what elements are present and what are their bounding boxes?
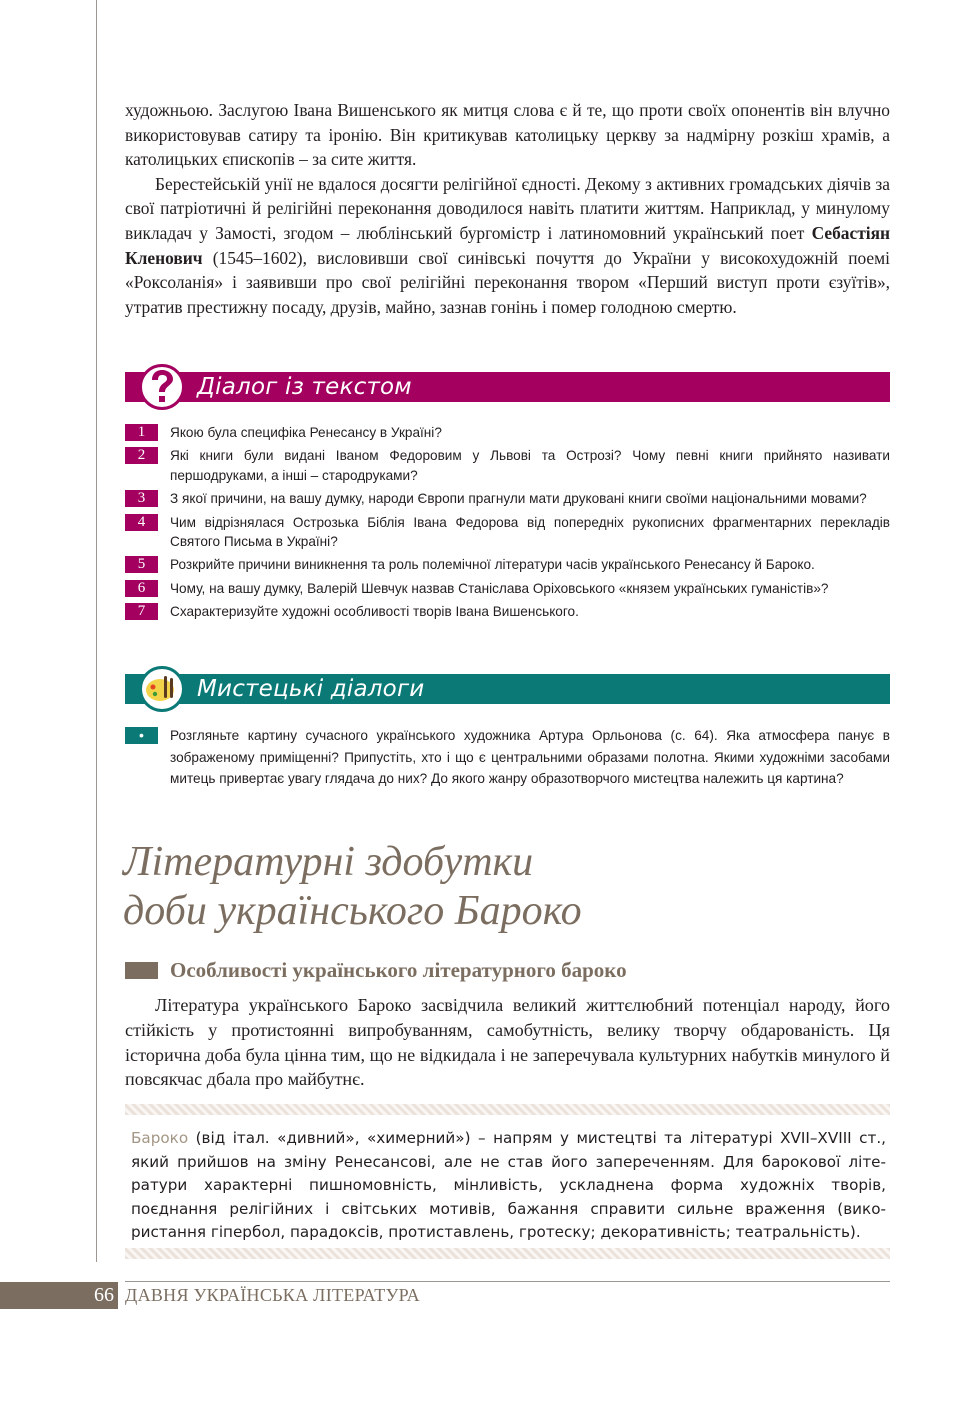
art-header: [125, 674, 890, 704]
question-item: [125, 602, 890, 621]
definition-top-border: [125, 1104, 890, 1115]
chapter-title-line-2: доби українського Бароко: [123, 888, 582, 934]
subheading-marker: [125, 962, 158, 979]
art-title: Мистецькі діалоги: [197, 676, 425, 702]
question-number: 1: [125, 424, 158, 441]
intro-paragraph-2-end: (1545–1602), висловивши свої синівські почуття до України у високохудожній поемі «Роксоланія» і заявивши про свої релігійні переконання твором «Перший виступ проти єзуїтів», утратив престижну посаду, друзів, майно, зазнав гонінь і помер голодною смертю.: [125, 247, 890, 317]
art-task-text: Розгляньте картину сучасного українського художника Артура Орльонова (с. 64). Яка атмосфера панує в зображеному приміщенні? Припустіть, хто і що є центральними образами полотна. Якими художніми засобами митець привертає увагу глядача до них? До якого жанру образотворчого мистецтва належить ця картина?: [170, 728, 890, 786]
question-number: 2: [125, 447, 158, 464]
palette-brushes-icon: [139, 666, 185, 712]
page-number: 66: [0, 1282, 118, 1309]
intro-text: [125, 98, 890, 319]
question-text: Схарактеризуйте художні особливості творів Івана Вишенського.: [170, 604, 579, 620]
chapter-text: [125, 993, 890, 1092]
question-item: [125, 446, 890, 485]
dialog-questions: [125, 423, 890, 626]
definition-text: (від італ. «дивний», «химерний») – напрям у мистецтві та літературі XVII–XVIII ст., який прийшов на зміну Ренесансові, але не став його запереченням. Для барокової літератури характерні пишномовність, мінливість, ускладнена форма художніх творів, поєднання релігійних і світських мотивів, бажання справити сильне враження (використання гіпербол, парадоксів, протиставлень, гротеску; декоративність; театральність).: [131, 1129, 886, 1241]
definition-box: [131, 1127, 886, 1245]
intro-paragraph-2: [125, 172, 890, 320]
definition-bottom-border: [125, 1248, 890, 1259]
question-text: З якої причини, на вашу думку, народи Європи прагнули мати друковані книги своїми національними мовами?: [170, 491, 867, 507]
question-item: [125, 423, 890, 442]
question-number: 5: [125, 556, 158, 573]
poet-name: Себастіян Кленович: [125, 222, 890, 268]
question-number: 4: [125, 514, 158, 531]
question-item: [125, 489, 890, 508]
art-bullet: •: [125, 727, 158, 744]
question-text: Чому, на вашу думку, Валерій Шевчук назвав Станіслава Оріховського «князем українських гуманістів»?: [170, 580, 829, 596]
question-number: 6: [125, 580, 158, 597]
question-item: [125, 579, 890, 598]
question-number: 3: [125, 490, 158, 507]
intro-paragraph-1: художньою. Заслугою Івана Вишенського як митця слова є й те, що проти своїх опонентів він влучно використовував сатиру та іронію. Він критикував католицьку церкву за надмірну розкіш храмів, а католицьких єпископів – за сите життя.: [125, 100, 890, 170]
definition-term: Бароко: [131, 1129, 189, 1147]
question-item: [125, 513, 890, 552]
subheading: [125, 955, 627, 985]
intro-paragraph-2-start: Берестейській унії не вдалося досягти релігійної єдності. Декому з активних громадських діячів за свої патріотичні й релігійні переконання доводилося навіть платити життям. Наприклад, у минулому викладач у Замості, згодом – люблінський бургомістр і латиномовний український поет: [125, 173, 890, 243]
chapter-paragraph: Література українського Бароко засвідчила великий життєлюбний потенціал народу, його стійкість у протистоянні випробуванням, самобутність, велику творчу обдарованість. Ця історична доба була цінна тим, що не відкидала і не заперечувала культурних набутків минулого й повсякчас дбала про майбутнє.: [125, 995, 890, 1090]
footer-title: ДАВНЯ УКРАЇНСЬКА ЛІТЕРАТУРА: [125, 1285, 420, 1305]
question-text: Розкрийте причини виникнення та роль полемічної літератури часів українського Ренесансу й Бароко.: [170, 557, 815, 573]
question-text: Чим відрізнялася Острозька Біблія Івана Федорова від попередніх рукописних фрагментарних перекладів Святого Письма в Україні?: [170, 514, 890, 550]
dialog-title: Діалог із текстом: [197, 374, 412, 400]
question-text: Якою була специфіка Ренесансу в Україні?: [170, 425, 442, 440]
question-mark-icon: [139, 364, 185, 410]
question-item: [125, 555, 890, 574]
margin-rule: [96, 0, 97, 1262]
dialog-header: [125, 372, 890, 402]
chapter-title: [123, 838, 903, 936]
chapter-title-line-1: Літературні здобутки: [123, 839, 534, 885]
subheading-text: Особливості українського літературного бароко: [170, 957, 627, 982]
question-number: 7: [125, 603, 158, 620]
art-task: [125, 725, 890, 790]
question-text: Які книги були видані Іваном Федоровим у Львові та Острозі? Чому певні книги прийнято називати першодруками, а інші – стародруками?: [170, 448, 890, 483]
